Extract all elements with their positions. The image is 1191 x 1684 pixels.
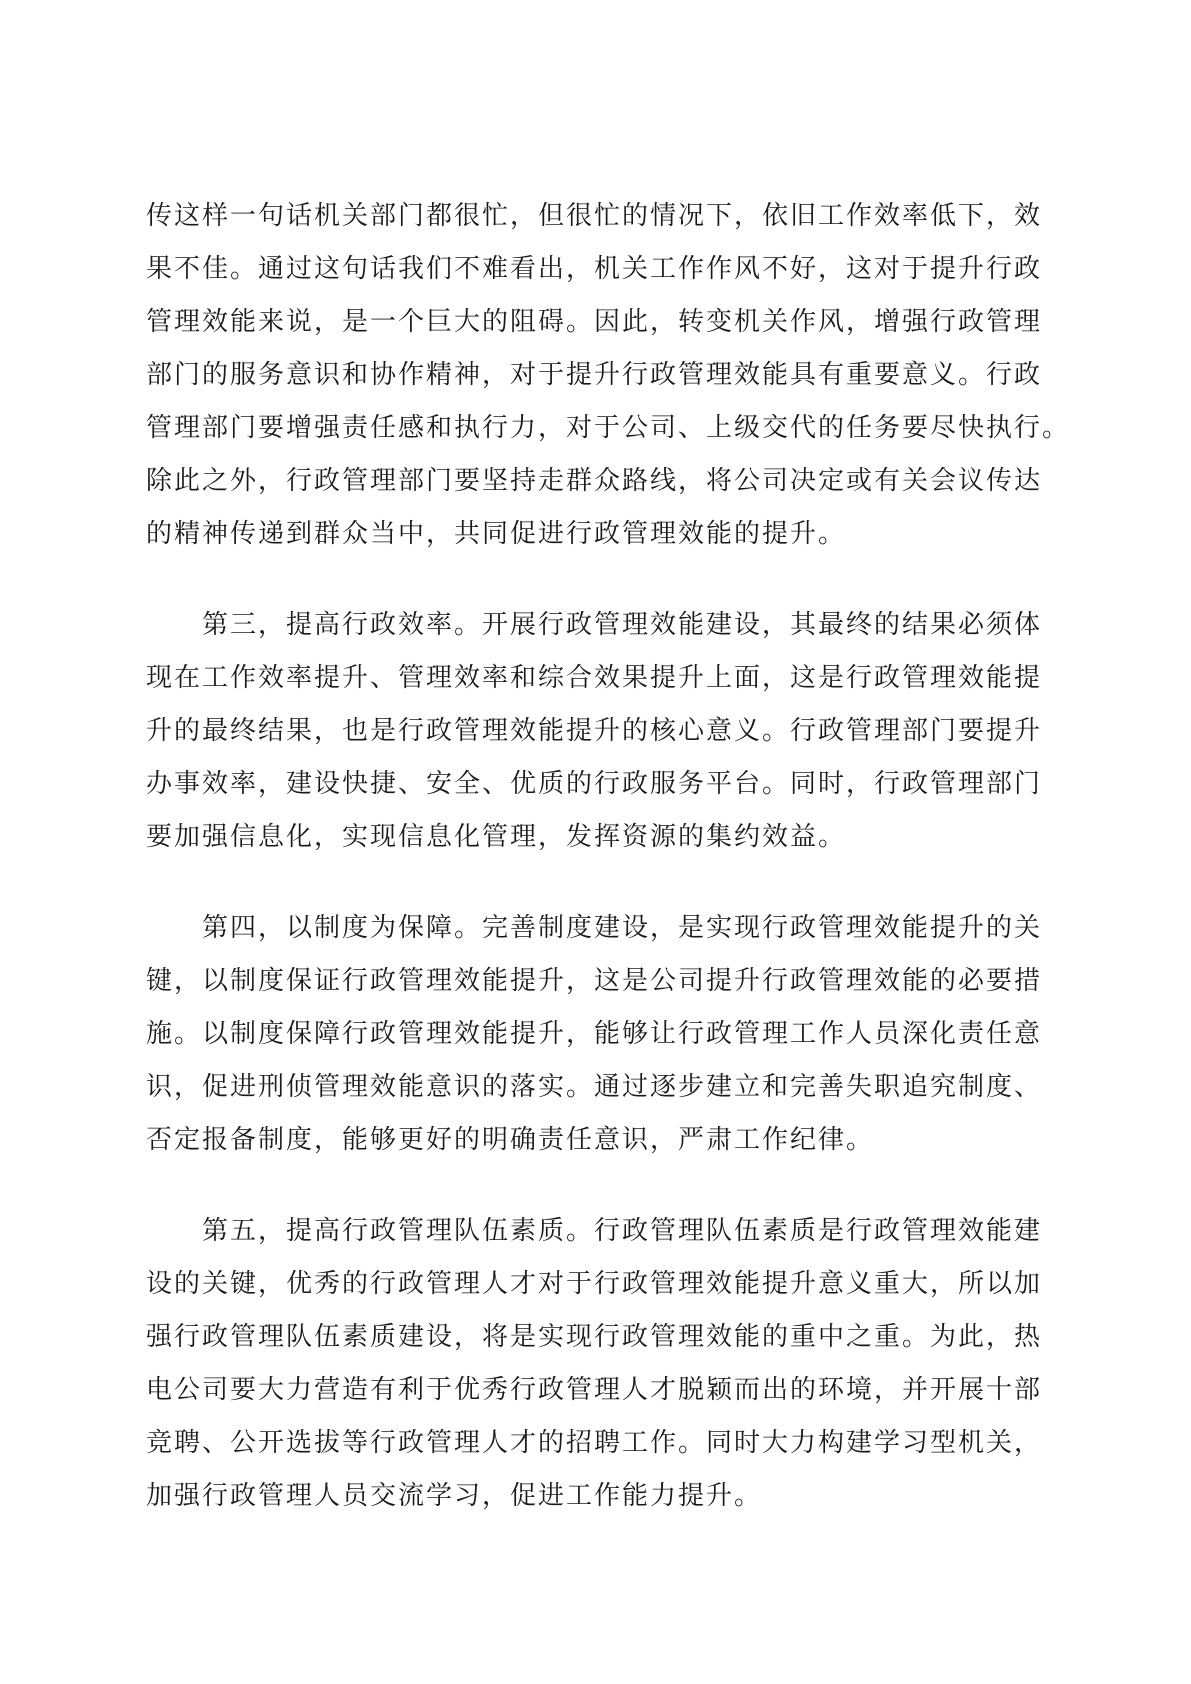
text-line: 管理效能来说，是一个巨大的阻碍。因此，转变机关作风，增强行政管理 <box>146 307 1043 337</box>
text-line: 的精神传递到群众当中，共同促进行政管理效能的提升。 <box>146 519 847 549</box>
text-line: 升的最终结果，也是行政管理效能提升的核心意义。行政管理部门要提升 <box>146 716 1043 746</box>
text-line: 要加强信息化，实现信息化管理，发挥资源的集约效益。 <box>146 822 847 852</box>
paragraph-fourth-point <box>146 902 1041 1167</box>
text-line: 第五，提高行政管理队伍素质。行政管理队伍素质是行政管理效能建 <box>202 1216 1043 1246</box>
paragraph-fifth-point <box>146 1205 1041 1523</box>
text-line: 电公司要大力营造有利于优秀行政管理人才脱颖而出的环境，并开展十部 <box>146 1375 1043 1405</box>
text-line: 施。以制度保障行政管理效能提升，能够让行政管理工作人员深化责任意 <box>146 1019 1043 1049</box>
text-line: 第四，以制度为保障。完善制度建设，是实现行政管理效能提升的关 <box>202 913 1043 943</box>
text-line: 设的关键，优秀的行政管理人才对于行政管理效能提升意义重大，所以加 <box>146 1269 1043 1299</box>
text-line: 识，促进刑侦管理效能意识的落实。通过逐步建立和完善失职追究制度、 <box>146 1072 1043 1102</box>
text-line: 传这样一句话机关部门都很忙，但很忙的情况下，依旧工作效率低下，效 <box>146 201 1043 231</box>
text-line: 现在工作效率提升、管理效率和综合效果提升上面，这是行政管理效能提 <box>146 663 1043 693</box>
text-line: 办事效率，建设快捷、安全、优质的行政服务平台。同时，行政管理部门 <box>146 769 1043 799</box>
text-line: 除此之外，行政管理部门要坚持走群众路线，将公司决定或有关会议传达 <box>146 466 1043 496</box>
text-line: 管理部门要增强责任感和执行力，对于公司、上级交代的任务要尽快执行。 <box>146 413 1071 443</box>
document-body <box>146 190 1071 1561</box>
text-line: 强行政管理队伍素质建设，将是实现行政管理效能的重中之重。为此，热 <box>146 1322 1043 1352</box>
text-line: 竞聘、公开选拔等行政管理人才的招聘工作。同时大力构建学习型机关， <box>146 1428 1043 1458</box>
text-line: 部门的服务意识和协作精神，对于提升行政管理效能具有重要意义。行政 <box>146 360 1043 390</box>
text-line: 果不佳。通过这句话我们不难看出，机关工作作风不好，这对于提升行政 <box>146 254 1043 284</box>
text-line: 否定报备制度，能够更好的明确责任意识，严肃工作纪律。 <box>146 1125 875 1155</box>
text-line: 第三，提高行政效率。开展行政管理效能建设，其最终的结果必须体 <box>202 610 1043 640</box>
paragraph-third-point <box>146 599 1041 864</box>
text-line: 键，以制度保证行政管理效能提升，这是公司提升行政管理效能的必要措 <box>146 966 1043 996</box>
text-line: 加强行政管理人员交流学习，促进工作能力提升。 <box>146 1481 763 1511</box>
paragraph-continuation <box>146 190 1071 561</box>
